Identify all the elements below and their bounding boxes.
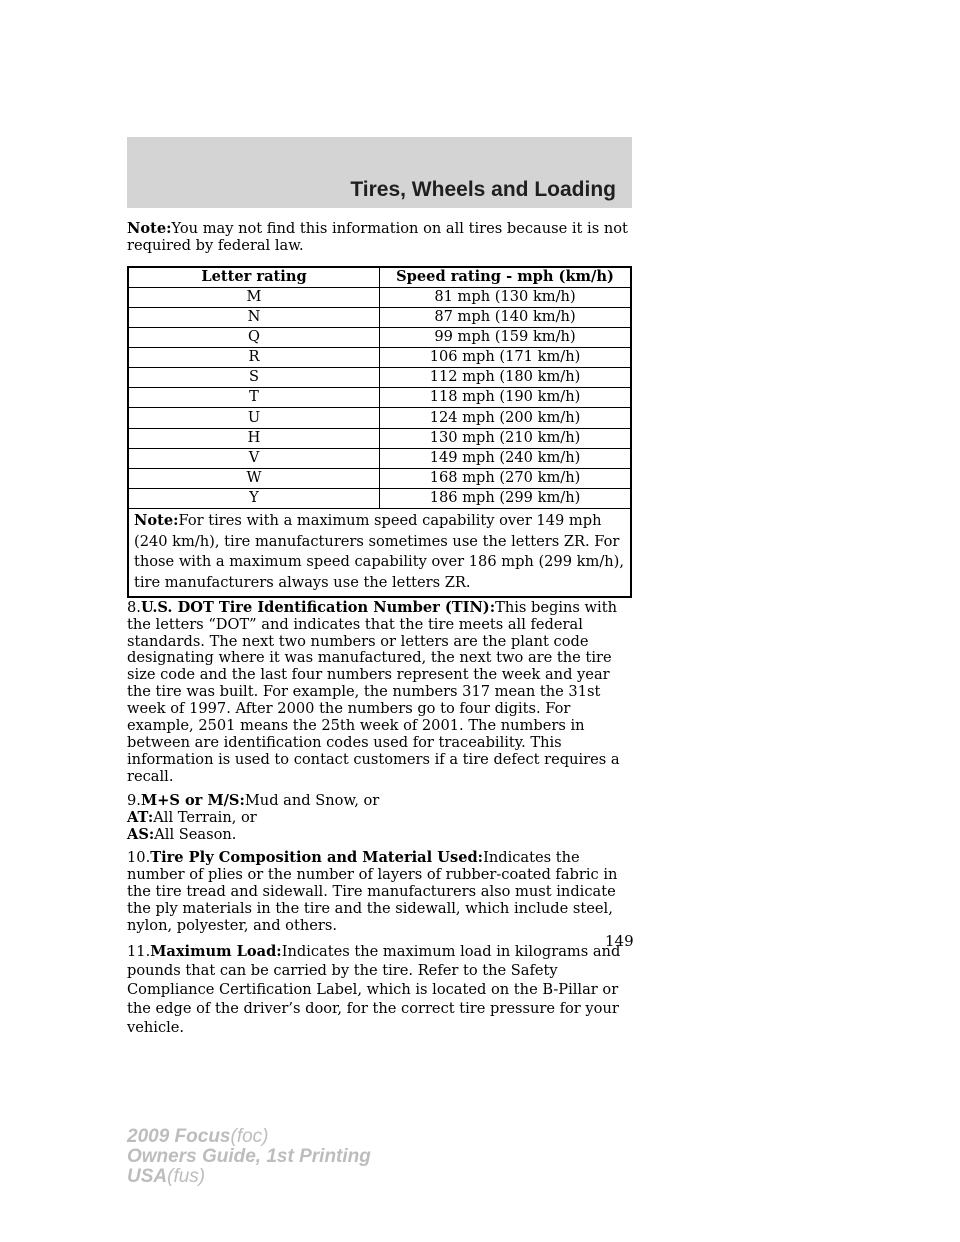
speed-cell: 87 mph (140 km/h) xyxy=(380,308,632,328)
page-number: 149 xyxy=(605,932,634,950)
section-title: Tires, Wheels and Loading xyxy=(350,178,616,201)
item-8-paragraph xyxy=(127,600,632,786)
speed-rating-table xyxy=(127,266,632,598)
table-row xyxy=(128,448,631,468)
table-row xyxy=(128,408,631,428)
speed-cell: 124 mph (200 km/h) xyxy=(380,408,632,428)
table-row xyxy=(128,328,631,348)
table-row xyxy=(128,428,631,448)
item-9-text-at: All Terrain, or xyxy=(153,808,257,826)
item-9-paragraph xyxy=(127,793,632,844)
table-note-row xyxy=(128,508,631,596)
item-8-text: This begins with the letters “DOT” and indicates that the tire meets all federal standards. The next two numbers or letters are the plant code designating where it was manufactured, the next two are the tire size code and the last four numbers represent the week and year the tire was built. For example, the numbers 317 mean the 31st week of 1997. After 2000 the numbers go to four digits. For example, 2501 means the 25th week of 2001. The numbers in between are identification codes used for traceability. This information is used to contact customers if a tire defect requires a recall. xyxy=(127,598,620,785)
item-9-text-as: All Season. xyxy=(154,825,237,843)
table-row xyxy=(128,388,631,408)
item-9-text-ms: Mud and Snow, or xyxy=(244,791,380,809)
page-content xyxy=(127,221,632,1037)
item-8-label: U.S. DOT Tire Identification Number (TIN): xyxy=(140,598,496,616)
item-9-number: 9. xyxy=(127,791,141,809)
letter-cell: N xyxy=(128,308,380,328)
print-footer xyxy=(127,1127,371,1187)
footer-market-code: (fus) xyxy=(167,1166,206,1187)
speed-cell: 81 mph (130 km/h) xyxy=(380,287,632,307)
letter-cell: T xyxy=(128,388,380,408)
item-10-label: Tire Ply Composition and Material Used: xyxy=(150,849,484,867)
speed-cell: 168 mph (270 km/h) xyxy=(380,468,632,488)
speed-cell: 149 mph (240 km/h) xyxy=(380,448,632,468)
table-row xyxy=(128,287,631,307)
item-9-label-at: AT: xyxy=(127,808,154,826)
footer-line-1 xyxy=(127,1127,371,1147)
item-11-text: Indicates the maximum load in kilograms and pounds that can be carried by the tire. Refer to the Safety Compliance Certification Label, which is located on the B-Pillar or the edge of the driver’s door, for the correct tire pressure for your vehicle. xyxy=(127,942,621,1036)
speed-cell: 106 mph (171 km/h) xyxy=(380,348,632,368)
item-8-number: 8. xyxy=(127,598,141,616)
speed-cell: 112 mph (180 km/h) xyxy=(380,368,632,388)
table-row xyxy=(128,368,631,388)
item-11-number: 11. xyxy=(127,942,151,960)
item-9-label-ms: M+S or M/S: xyxy=(140,791,245,809)
speed-cell: 118 mph (190 km/h) xyxy=(380,388,632,408)
item-10-text: Indicates the number of plies or the number of layers of rubber-coated fabric in the tire tread and sidewall. Tire manufacturers also must indicate the ply materials in the tire and the sidewall, which include steel, nylon, polyester, and others. xyxy=(127,849,618,935)
table-row xyxy=(128,488,631,508)
letter-cell: U xyxy=(128,408,380,428)
item-11-label: Maximum Load: xyxy=(150,942,282,960)
table-row xyxy=(128,348,631,368)
note-paragraph xyxy=(127,221,632,255)
speed-cell: 99 mph (159 km/h) xyxy=(380,328,632,348)
note-label: Note: xyxy=(127,220,172,237)
letter-cell: Y xyxy=(128,488,380,508)
table-row xyxy=(128,308,631,328)
footer-model: 2009 Focus xyxy=(127,1126,231,1147)
letter-cell: Q xyxy=(128,328,380,348)
table-header-row xyxy=(128,267,631,288)
footer-model-code: (foc) xyxy=(230,1126,269,1147)
footer-line-3 xyxy=(127,1167,371,1187)
header-letter-rating: Letter rating xyxy=(128,267,380,288)
section-header-bar xyxy=(127,137,632,208)
note-text: You may not find this information on all tires because it is not required by federal law. xyxy=(127,220,628,254)
footer-line-2: Owners Guide, 1st Printing xyxy=(127,1146,371,1167)
letter-cell: H xyxy=(128,428,380,448)
letter-cell: M xyxy=(128,287,380,307)
letter-cell: S xyxy=(128,368,380,388)
header-speed-rating: Speed rating - mph (km/h) xyxy=(380,267,632,288)
table-note-text: For tires with a maximum speed capability over 149 mph (240 km/h), tire manufacturers sometimes use the letters ZR. For those with a maximum speed capability over 186 mph (299 km/h), tire manufacturers always use the letters ZR. xyxy=(134,511,624,592)
item-9-label-as: AS: xyxy=(127,825,155,843)
speed-cell: 186 mph (299 km/h) xyxy=(380,488,632,508)
table-note-label: Note: xyxy=(134,511,179,529)
table-row xyxy=(128,468,631,488)
speed-cell: 130 mph (210 km/h) xyxy=(380,428,632,448)
item-11-paragraph xyxy=(127,942,632,1037)
letter-cell: R xyxy=(128,348,380,368)
item-10-paragraph xyxy=(127,850,632,935)
letter-cell: W xyxy=(128,468,380,488)
item-10-number: 10. xyxy=(127,849,151,867)
letter-cell: V xyxy=(128,448,380,468)
footer-market: USA xyxy=(127,1166,168,1187)
table-note xyxy=(128,508,631,596)
